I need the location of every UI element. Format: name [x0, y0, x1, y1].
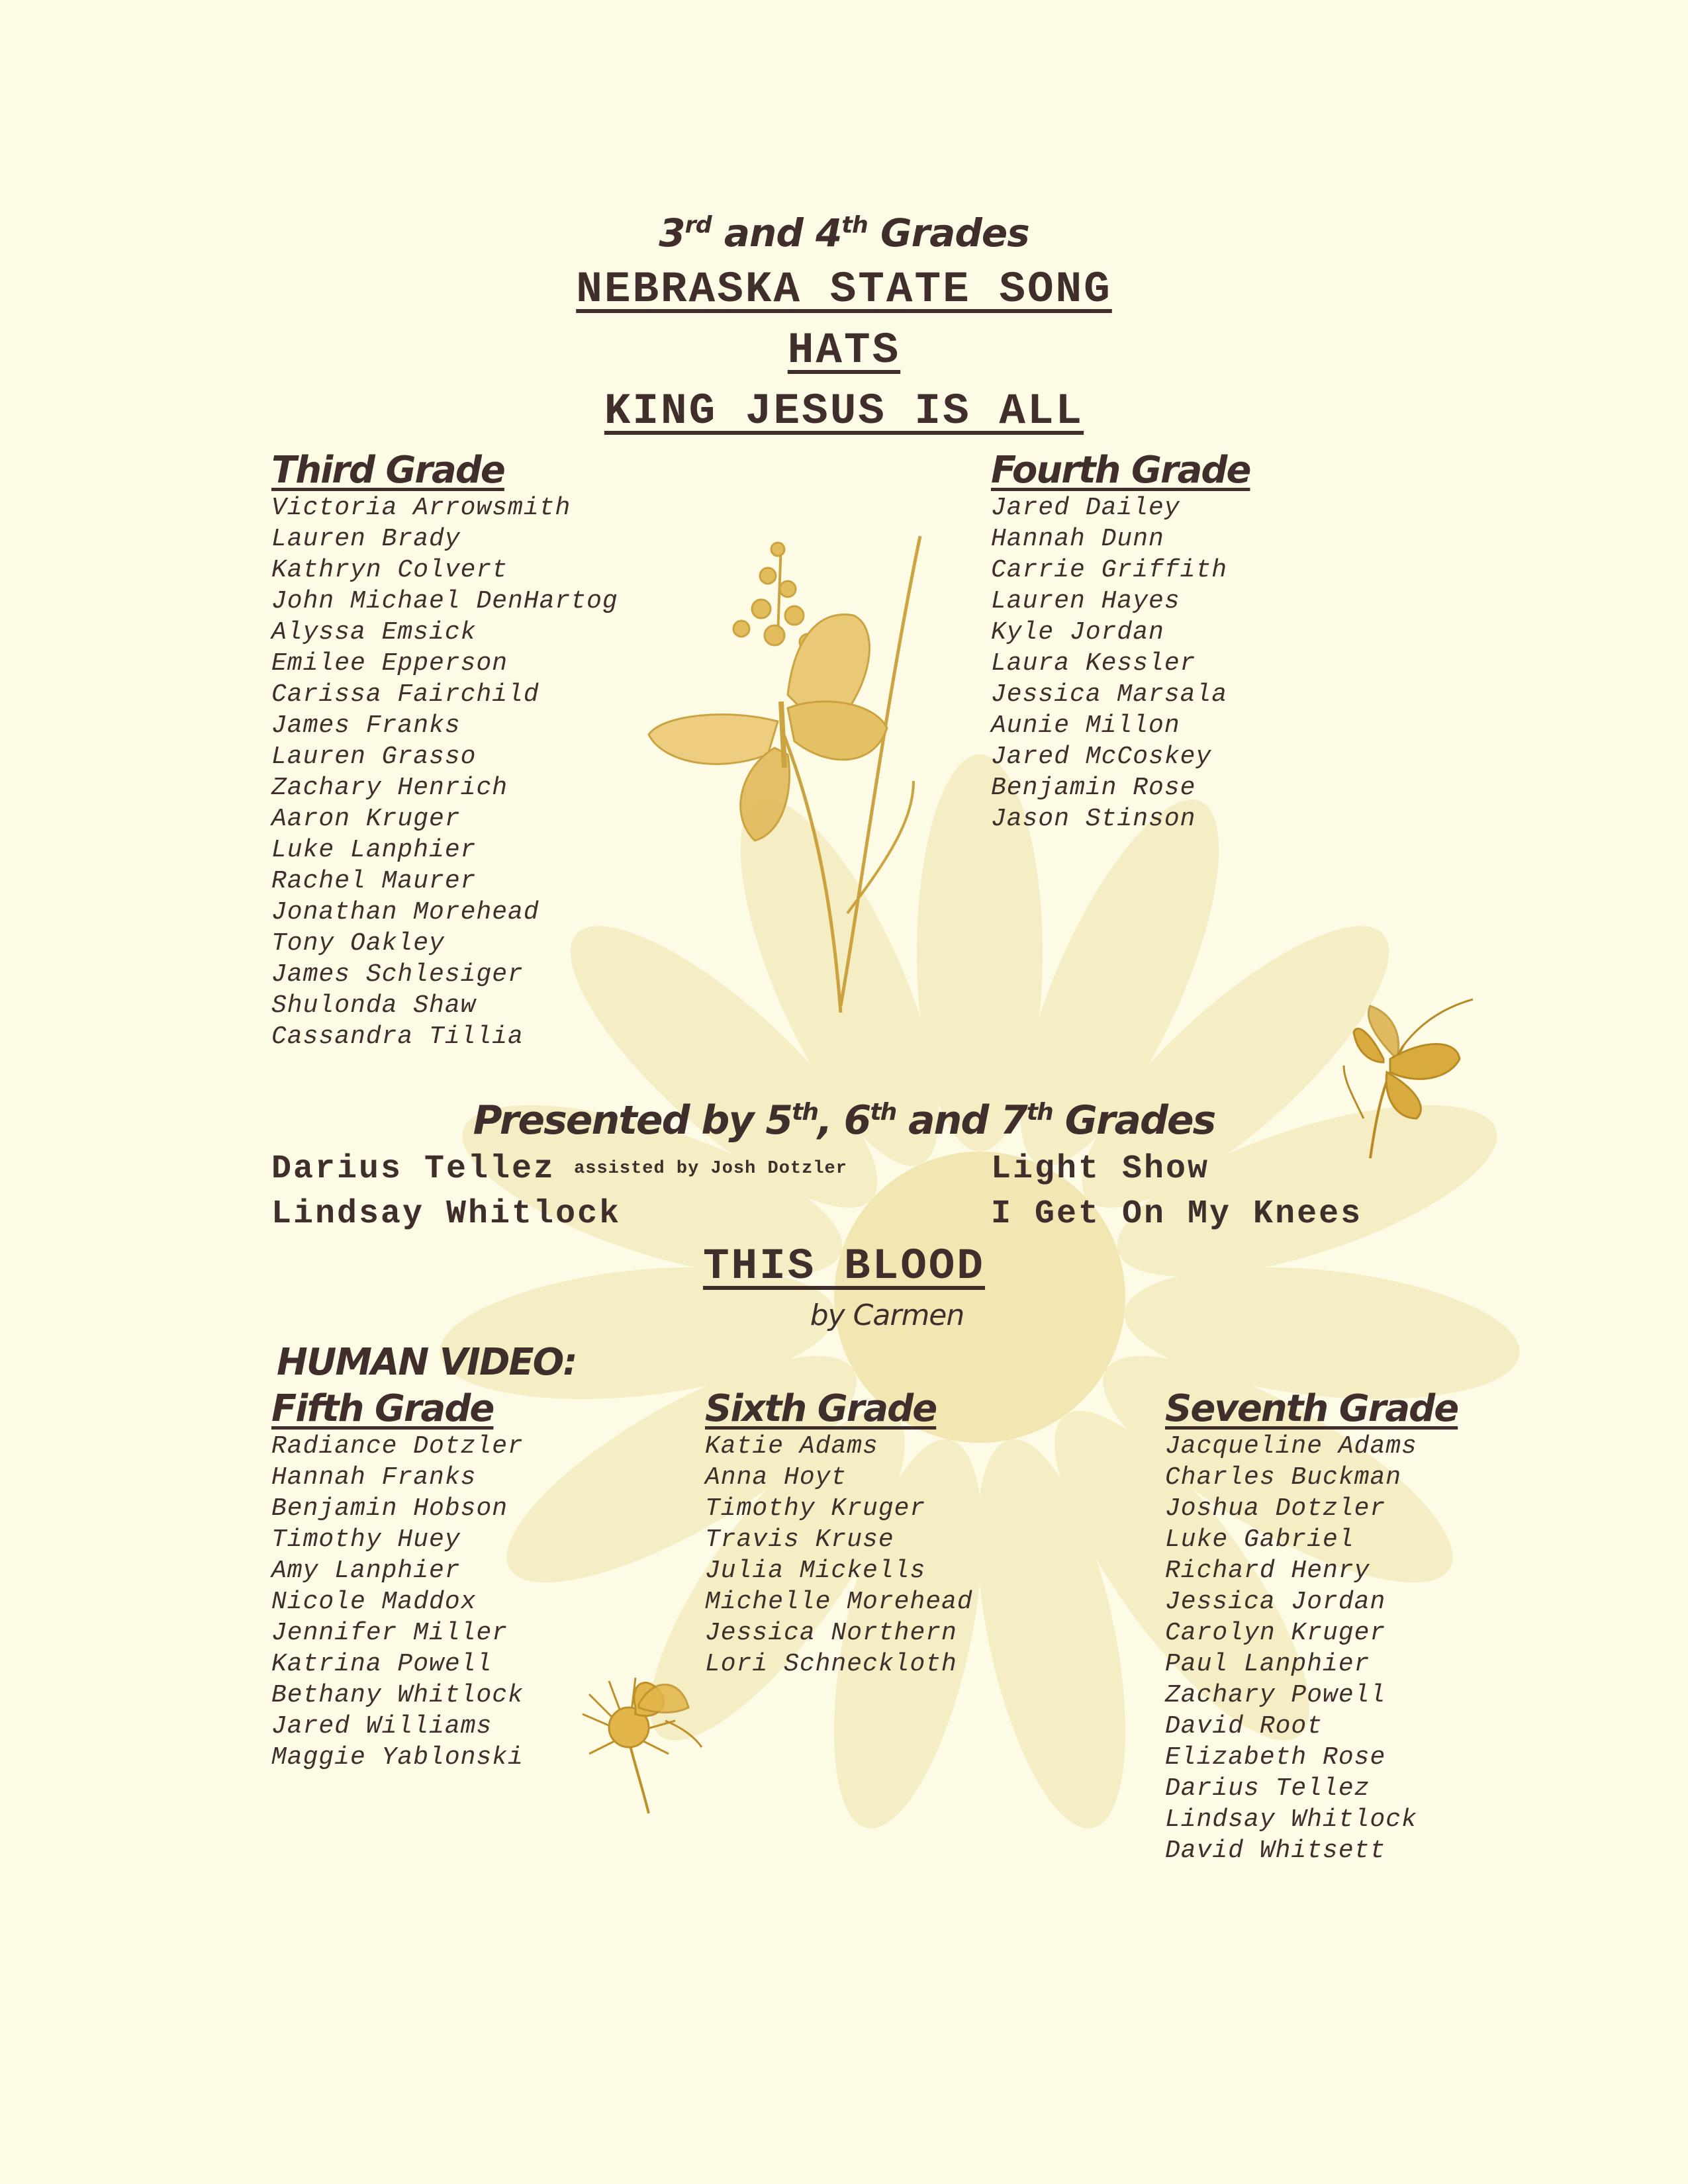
third-grade-list — [271, 492, 618, 1052]
seventh-grade-heading: Seventh Grade — [1165, 1387, 1458, 1430]
student-name: Jessica Northern — [705, 1619, 957, 1647]
student-name: Paul Lanphier — [1165, 1650, 1370, 1678]
song-i-get-on-my-knees: I Get On My Knees — [991, 1195, 1363, 1233]
student-name: Katie Adams — [705, 1432, 878, 1461]
student-name: Benjamin Rose — [991, 774, 1196, 802]
student-name: Carrie Griffith — [991, 556, 1228, 584]
student-name: David Root — [1165, 1712, 1323, 1741]
student-name: Jennifer Miller — [271, 1619, 508, 1647]
student-name: Jonathan Morehead — [271, 898, 539, 927]
student-name: Radiance Dotzler — [271, 1432, 524, 1461]
student-name: Cassandra Tillia — [271, 1023, 524, 1051]
student-name: Lauren Grasso — [271, 743, 477, 771]
student-name: Jared Williams — [271, 1712, 492, 1741]
third-grade-column — [271, 449, 618, 1052]
student-name: Benjamin Hobson — [271, 1494, 508, 1523]
student-name: Zachary Henrich — [271, 774, 508, 802]
student-name: Tony Oakley — [271, 929, 445, 958]
seventh-grade-column — [1165, 1387, 1458, 1866]
seventh-grade-list — [1165, 1431, 1458, 1866]
student-name: Kathryn Colvert — [271, 556, 508, 584]
student-name: Nicole Maddox — [271, 1588, 477, 1616]
student-name: Richard Henry — [1165, 1557, 1370, 1585]
student-name: Carissa Fairchild — [271, 680, 539, 709]
song-title-hats: HATS — [787, 326, 901, 375]
song-title-nebraska: NEBRASKA STATE SONG — [576, 265, 1112, 314]
performer-name: Darius Tellez — [271, 1150, 556, 1188]
student-name: James Schlesiger — [271, 960, 524, 989]
student-name: David Whitsett — [1165, 1837, 1386, 1865]
song-title-king-jesus: KING JESUS IS ALL — [604, 387, 1084, 436]
student-name: Shulonda Shaw — [271, 991, 477, 1020]
assisted-by-note: assisted by Josh Dotzler — [574, 1158, 847, 1179]
presented-by-heading: Presented by 5th, 6th and 7th Grades — [473, 1097, 1215, 1144]
sixth-grade-list — [705, 1431, 973, 1680]
this-blood-artist: by Carmen — [810, 1298, 964, 1332]
student-name: Kyle Jordan — [991, 618, 1164, 647]
grades-heading: 3rd and 4th Grades — [659, 210, 1029, 255]
student-name: Lindsay Whitlock — [1165, 1805, 1417, 1834]
student-name: Luke Lanphier — [271, 836, 477, 864]
fifth-grade-list — [271, 1431, 524, 1773]
student-name: Amy Lanphier — [271, 1557, 461, 1585]
student-name: Anna Hoyt — [705, 1463, 847, 1492]
student-name: John Michael DenHartog — [271, 587, 618, 615]
student-name: Elizabeth Rose — [1165, 1743, 1386, 1772]
student-name: Jason Stinson — [991, 805, 1196, 833]
student-name: Timothy Kruger — [705, 1494, 926, 1523]
student-name: Darius Tellez — [1165, 1774, 1370, 1803]
student-name: Lauren Brady — [271, 525, 461, 553]
student-name: Katrina Powell — [271, 1650, 492, 1678]
song-title-this-blood: THIS BLOOD — [702, 1242, 986, 1291]
student-name: Maggie Yablonski — [271, 1743, 524, 1772]
student-name: Carolyn Kruger — [1165, 1619, 1386, 1647]
student-name: Jessica Marsala — [991, 680, 1228, 709]
student-name: Aunie Millon — [991, 711, 1180, 740]
student-name: Julia Mickells — [705, 1557, 926, 1585]
fifth-grade-column — [271, 1387, 524, 1773]
fifth-grade-heading: Fifth Grade — [271, 1387, 494, 1430]
fourth-grade-column — [991, 449, 1250, 835]
student-name: Luke Gabriel — [1165, 1525, 1354, 1554]
student-name: Laura Kessler — [991, 649, 1196, 678]
student-name: Emilee Epperson — [271, 649, 508, 678]
butterfly-on-dandelion-icon — [583, 1678, 702, 1813]
performer-darius — [271, 1150, 847, 1188]
student-name: Lori Schneckloth — [705, 1650, 957, 1678]
student-name: Lauren Hayes — [991, 587, 1180, 615]
student-name: Jared McCoskey — [991, 743, 1212, 771]
student-name: Joshua Dotzler — [1165, 1494, 1386, 1523]
performer-lindsay: Lindsay Whitlock — [271, 1195, 622, 1233]
student-name: Jared Dailey — [991, 494, 1180, 522]
student-name: Michelle Morehead — [705, 1588, 973, 1616]
third-grade-heading: Third Grade — [271, 449, 504, 492]
student-name: Victoria Arrowsmith — [271, 494, 571, 522]
student-name: Rachel Maurer — [271, 867, 477, 895]
song-light-show: Light Show — [991, 1150, 1210, 1188]
student-name: Travis Kruse — [705, 1525, 894, 1554]
student-name: Hannah Dunn — [991, 525, 1164, 553]
student-name: Jessica Jordan — [1165, 1588, 1386, 1616]
student-name: Alyssa Emsick — [271, 618, 477, 647]
student-name: Bethany Whitlock — [271, 1681, 524, 1709]
sixth-grade-heading: Sixth Grade — [705, 1387, 937, 1430]
human-video-heading: HUMAN VIDEO: — [277, 1341, 577, 1384]
student-name: Hannah Franks — [271, 1463, 477, 1492]
sixth-grade-column — [705, 1387, 973, 1680]
student-name: Jacqueline Adams — [1165, 1432, 1417, 1461]
fourth-grade-list — [991, 492, 1250, 835]
student-name: Zachary Powell — [1165, 1681, 1386, 1709]
student-name: Aaron Kruger — [271, 805, 461, 833]
student-name: Charles Buckman — [1165, 1463, 1402, 1492]
fourth-grade-heading: Fourth Grade — [991, 449, 1250, 492]
student-name: James Franks — [271, 711, 461, 740]
student-name: Timothy Huey — [271, 1525, 461, 1554]
